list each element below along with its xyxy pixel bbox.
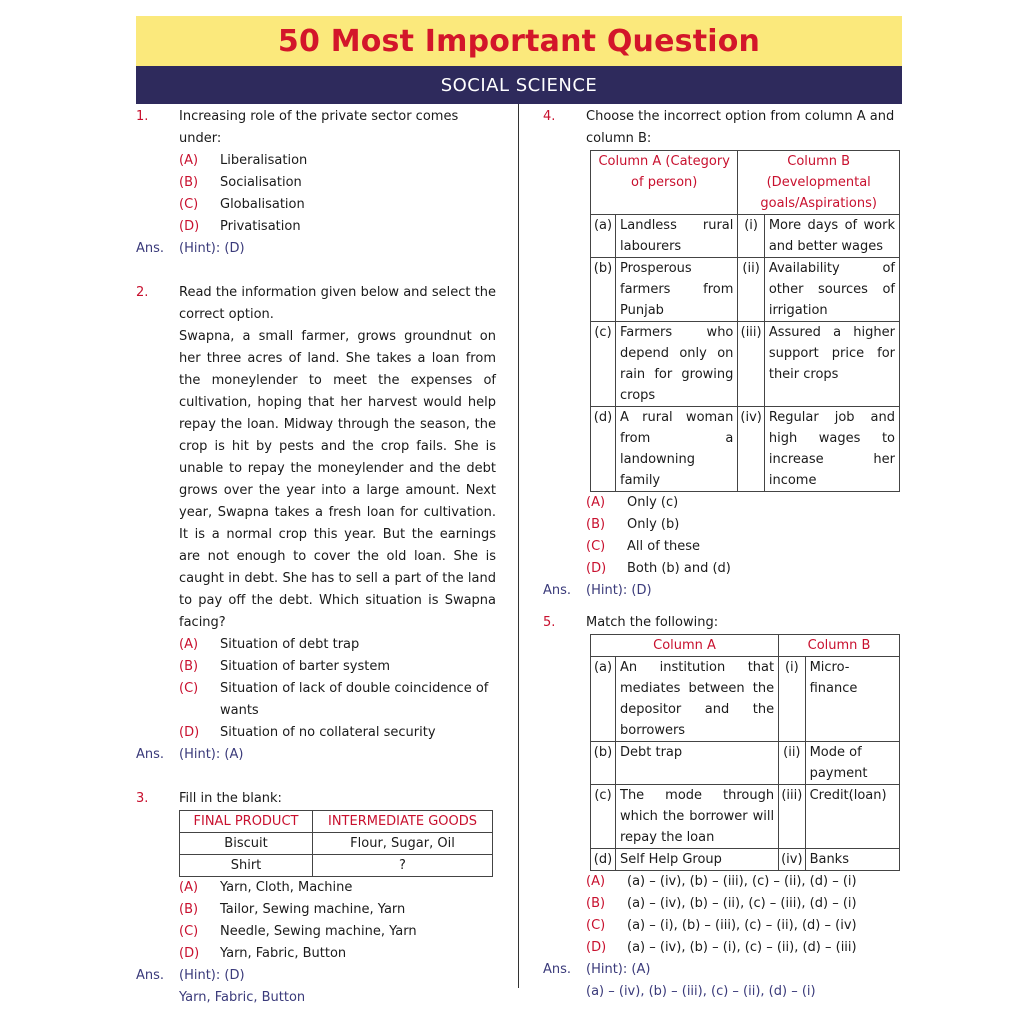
question-number: 1. (136, 109, 149, 124)
question-text: Match the following: (586, 615, 719, 630)
table-row: (c) Farmers who depend only on rain for growing crops (iii) Assured a higher support price for their crops (591, 322, 900, 407)
question-1 (136, 106, 496, 260)
answer-explanation: Yarn, Fabric, Button (179, 990, 306, 1005)
question-number: 2. (136, 285, 149, 300)
option-c: (C) (a) – (i), (b) – (iii), (c) – (ii), (d) – (iv) (586, 918, 857, 933)
question-text: Read the information given below and select the correct option. (179, 285, 496, 322)
option-c: (C) Needle, Sewing machine, Yarn (179, 924, 417, 939)
answer: Ans. (Hint): (A) (136, 747, 244, 762)
option-b: (B) Socialisation (179, 175, 302, 190)
option-d: (D) Situation of no collateral security (179, 725, 436, 740)
answer: Ans. (Hint): (D) (136, 968, 245, 983)
option-d: (D) Yarn, Fabric, Button (179, 946, 347, 961)
table-row: Biscuit Flour, Sugar, Oil (180, 833, 493, 855)
question-2 (136, 282, 496, 766)
right-column (543, 106, 901, 1003)
option-a: (A) Yarn, Cloth, Machine (179, 880, 353, 895)
option-c: (C) All of these (586, 539, 701, 554)
table-header: Column B (Developmental goals/Aspirations) (738, 151, 900, 215)
title-banner (136, 16, 902, 66)
question-4 (543, 106, 901, 602)
option-c: (C) Globalisation (179, 197, 305, 212)
option-b: (B) Only (b) (586, 517, 680, 532)
option-d: (D) Privatisation (179, 219, 301, 234)
option-a: (A) (a) – (iv), (b) – (iii), (c) – (ii), (d) – (i) (586, 874, 857, 889)
question-text: Fill in the blank: (179, 791, 282, 806)
option-d: (D) (a) – (iv), (b) – (i), (c) – (ii), (d) – (iii) (586, 940, 857, 955)
subject-bar (136, 66, 902, 104)
question-number: 3. (136, 791, 149, 806)
question-number: 5. (543, 615, 556, 630)
answer: Ans. (Hint): (A) (543, 962, 651, 977)
table-header: Column B (779, 635, 900, 657)
question-number: 4. (543, 109, 556, 124)
question-text: Increasing role of the private sector comes under: (179, 109, 459, 146)
page-title: 50 Most Important Question (277, 23, 761, 59)
match-table (590, 634, 900, 871)
table-row: (d) Self Help Group (iv) Banks (591, 849, 900, 871)
option-c: (C) Situation of lack of double coincidence of wants (179, 681, 489, 718)
table-header: INTERMEDIATE GOODS (313, 811, 493, 833)
answer: Ans. (Hint): (D) (543, 583, 652, 598)
table-header: FINAL PRODUCT (180, 811, 313, 833)
table-row: Shirt ? (180, 855, 493, 877)
option-b: (B) Tailor, Sewing machine, Yarn (179, 902, 406, 917)
subject-title: SOCIAL SCIENCE (440, 74, 598, 96)
option-a: (A) Only (c) (586, 495, 679, 510)
table-row: (d) A rural woman from a landowning family (iv) Regular job and high wages to increase her income (591, 407, 900, 492)
column-divider (518, 104, 519, 988)
answer: Ans. (Hint): (D) (136, 241, 245, 256)
option-a: (A) Liberalisation (179, 153, 308, 168)
question-3 (136, 788, 496, 1009)
option-d: (D) Both (b) and (d) (586, 561, 731, 576)
table-row: (c) The mode through which the borrower will repay the loan (iii) Credit(loan) (591, 785, 900, 849)
table-row: (b) Prosperous farmers from Punjab (ii) Availability of other sources of irrigation (591, 258, 900, 322)
option-b: (B) Situation of barter system (179, 659, 390, 674)
intermediate-goods-table (179, 810, 493, 877)
answer-explanation: (a) – (iv), (b) – (iii), (c) – (ii), (d) – (i) (586, 984, 816, 999)
aspirations-table (590, 150, 900, 492)
left-column (136, 106, 496, 1009)
option-a: (A) Situation of debt trap (179, 637, 360, 652)
table-row: (b) Debt trap (ii) Mode of payment (591, 742, 900, 785)
question-passage: Swapna, a small farmer, grows groundnut on her three acres of land. She takes a loan from the moneylender to meet the expenses of cultivation, hoping that her harvest would help repay the loan. Midway through the season, the crop is hit by pests and the crop fails. She is unable to repay the moneylender and the debt grows over the year into a large amount. Next year, Swapna takes a fresh loan for cultivation. It is a normal crop this year. But the earnings are not enough to cover the old loan. She is caught in debt. She has to sell a part of the land to pay off the debt. Which situation is Swapna facing? (179, 329, 496, 630)
question-text: Choose the incorrect option from column A and column B: (586, 109, 895, 146)
option-b: (B) (a) – (iv), (b) – (ii), (c) – (iii), (d) – (i) (586, 896, 857, 911)
table-row: (a) Landless rural labourers (i) More days of work and better wages (591, 215, 900, 258)
question-5 (543, 612, 901, 1003)
table-header: Column A (Category of person) (591, 151, 738, 215)
table-row: (a) An institution that mediates between the depositor and the borrowers (i) Micro-finance (591, 657, 900, 742)
table-header: Column A (591, 635, 779, 657)
